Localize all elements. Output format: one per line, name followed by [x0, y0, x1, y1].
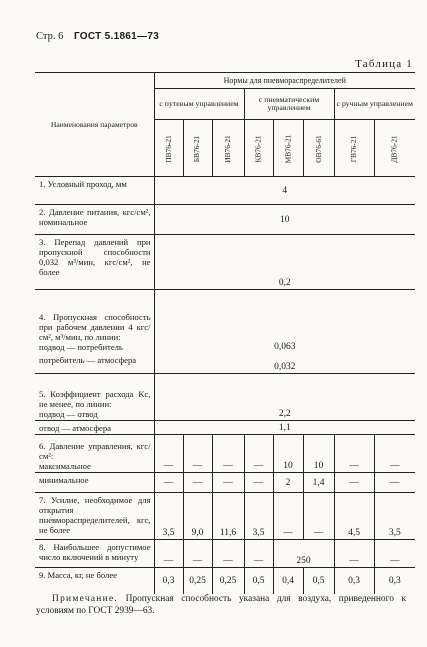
model-header: ИВ76-21	[212, 120, 244, 177]
table-cell-value: 3,5	[374, 493, 415, 540]
table-row-label: 8. Наибольшее допустимое число включений в минуту	[35, 540, 154, 568]
table-cell-value: 0,3	[374, 568, 415, 594]
table-cell-value: 1,4	[303, 473, 334, 493]
table-cell-value: 0,5	[303, 568, 334, 594]
table-row-label: 5. Коэффициент расхода Kc, не менее, по линии: подвод — отвод	[35, 374, 154, 421]
table-row-label: минимальное	[35, 473, 154, 493]
table-cell-value: —	[183, 435, 212, 473]
table-cell-value: 3,5	[154, 493, 183, 540]
model-header: КВ76-21	[244, 120, 273, 177]
note-text: Пропускная способность указана для воздуха, приведенного к условиям по ГОСТ 2939—63.	[36, 594, 407, 616]
note-label: Примечание.	[52, 594, 119, 604]
table-cell-value: 11,6	[212, 493, 244, 540]
model-header: ОВ76-61	[303, 120, 334, 177]
model-header: БВ76-21	[183, 120, 212, 177]
table-cell-value: —	[374, 473, 415, 493]
model-header: МВ76-21	[273, 120, 303, 177]
model-header: ПВ76-21	[154, 120, 183, 177]
table-cell-value: —	[303, 493, 334, 540]
table-cell-value: 3,5	[244, 493, 273, 540]
table-row-label: отвод — атмосфера	[35, 421, 154, 435]
table-cell-value: —	[244, 540, 273, 568]
page-number: Стр. 6	[36, 31, 64, 42]
table-cell-value: 0,3	[154, 568, 183, 594]
norms-header: Нормы для пневмораспределителей	[154, 73, 415, 89]
table-row-label: 3. Перепад давлений при пропускной способности 0,032 м³/мин, кгс/см², не более	[35, 235, 154, 290]
table-cell-value: 0,2	[154, 235, 415, 290]
table-cell-value: —	[154, 435, 183, 473]
table-caption: Таблица 1	[355, 58, 413, 70]
table-cell-value: —	[334, 473, 374, 493]
table-cell-value: 2	[273, 473, 303, 493]
table-cell-value: 0,25	[183, 568, 212, 594]
table-row-label: 7. Усилие, необходимое для открытия пневмораспределителей, кгс, не более	[35, 493, 154, 540]
table-cell-value: —	[183, 540, 212, 568]
table-cell-value: 0,3	[334, 568, 374, 594]
table-cell-value: 0,063	[154, 290, 415, 353]
table-cell-value: 10	[273, 435, 303, 473]
table-cell-value: 2,2	[154, 374, 415, 421]
table-cell-value: —	[154, 473, 183, 493]
page-header	[36, 31, 159, 42]
table-cell-value: 1,1	[154, 421, 415, 435]
model-header: ГВ76-21	[334, 120, 374, 177]
group-header-travel: с путевым управлением	[154, 89, 244, 120]
table-cell-value: 0,4	[273, 568, 303, 594]
table-cell-value: 4,5	[334, 493, 374, 540]
table-cell-value: —	[212, 473, 244, 493]
table-cell-value: —	[334, 540, 374, 568]
table-row-label: потребитель — атмосфера	[35, 353, 154, 374]
table-cell-value: 0,032	[274, 362, 296, 372]
table-note	[36, 593, 406, 617]
table-cell-value: 0,25	[212, 568, 244, 594]
table-cell-value: 10	[303, 435, 334, 473]
table-row-label: 6. Давление управления, кгс/см²: максимальное	[35, 435, 154, 473]
table-cell-value: —	[374, 435, 415, 473]
table-cell-value: —	[212, 435, 244, 473]
table-row-label: 2. Давление питания, кгс/см², номинальное	[35, 205, 154, 235]
model-header: ДВ76-21	[374, 120, 415, 177]
table-cell-value: —	[374, 540, 415, 568]
table-cell-value: —	[244, 435, 273, 473]
table-cell-value: 0,5	[244, 568, 273, 594]
standard-number: ГОСТ 5.1861—73	[73, 31, 160, 42]
group-header-pneumatic: с пневматическим управлением	[244, 89, 334, 120]
table-cell-value: —	[244, 473, 273, 493]
table-cell-value: 10	[154, 205, 415, 235]
table-cell-value: —	[273, 493, 303, 540]
table-row-label: 4. Пропускная способность при рабочем давлении 4 кгс/см², м³/мин, по линии: подвод — потребитель	[35, 290, 154, 353]
table-cell-value: —	[154, 540, 183, 568]
table-row-label: 9. Масса, кг, не более	[35, 568, 154, 594]
table-cell-value: 9,0	[183, 493, 212, 540]
param-name-header: Наименования параметров	[35, 73, 154, 177]
table-cell-value: —	[183, 473, 212, 493]
parameters-table	[35, 72, 415, 594]
table-row-label: 1. Условный проход, мм	[35, 177, 154, 205]
table-cell-value: —	[334, 435, 374, 473]
table-cell-value: —	[212, 540, 244, 568]
group-header-manual: с ручным управлением	[334, 89, 415, 120]
table-cell-value: 250	[273, 540, 334, 568]
table-cell-value: 4	[282, 185, 288, 196]
